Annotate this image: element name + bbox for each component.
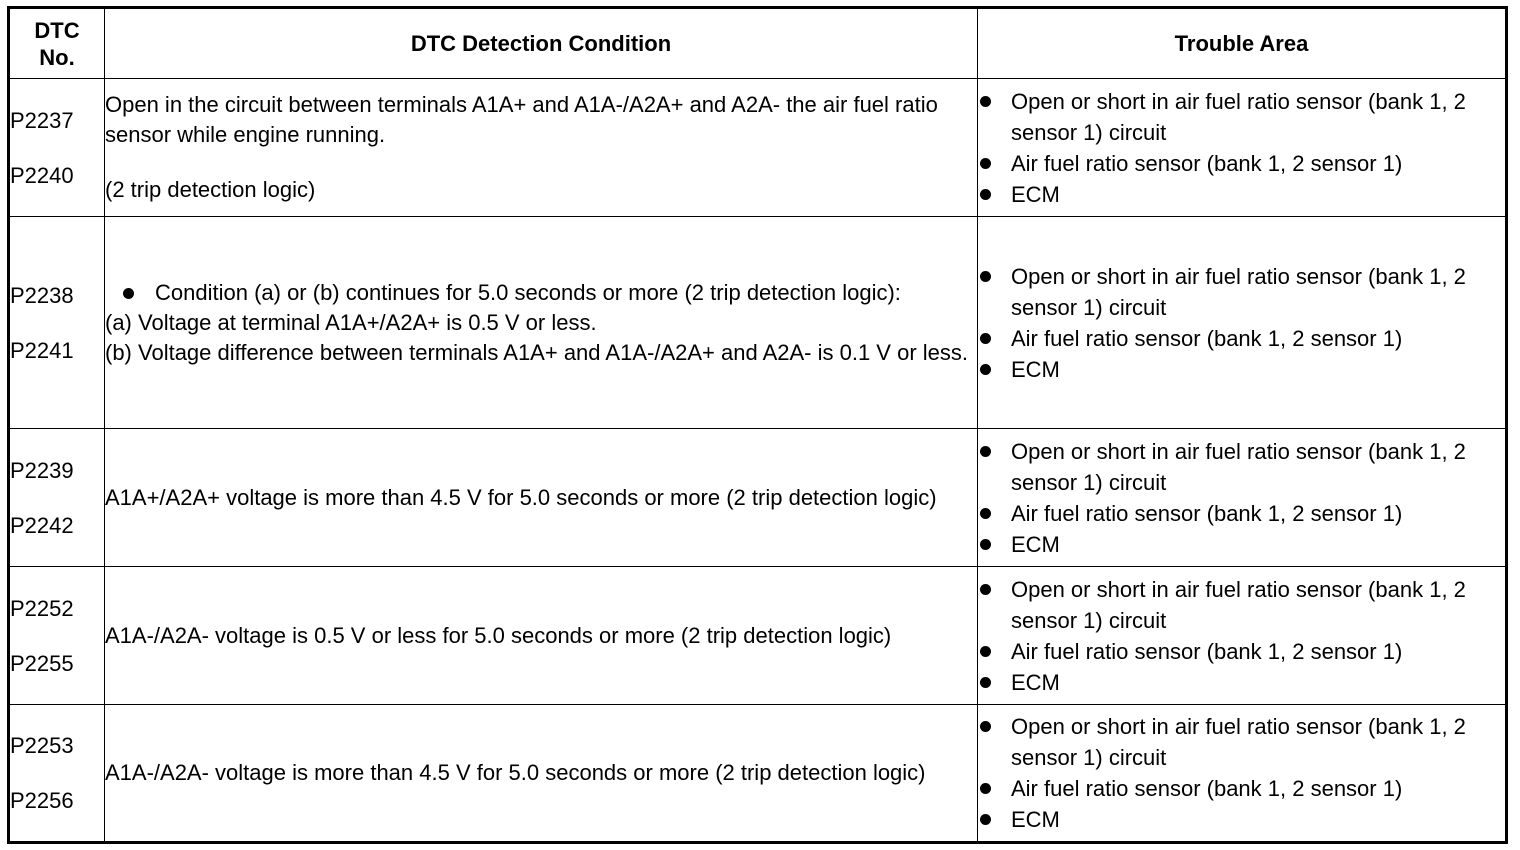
condition-text: Open in the circuit between terminals A1A+ and A1A-/A2A+ and A2A- the air fuel ratio sensor while engine running. (105, 92, 938, 147)
dtc-code: P2239 (10, 457, 74, 483)
list-item: Air fuel ratio sensor (bank 1, 2 sensor 1) (978, 323, 1505, 354)
trouble-area-cell (978, 217, 1507, 429)
trouble-area-list (978, 711, 1505, 835)
table-row (9, 217, 1507, 429)
header-dtc-line2: No. (39, 44, 75, 70)
dtc-codes-cell (9, 705, 105, 843)
table-row (9, 567, 1507, 705)
list-item: ECM (978, 354, 1505, 385)
dtc-codes-cell (9, 567, 105, 705)
condition-cell (105, 79, 978, 217)
list-item: ECM (978, 529, 1505, 560)
trouble-area-cell (978, 705, 1507, 843)
header-row (9, 8, 1507, 79)
header-condition: DTC Detection Condition (105, 8, 978, 79)
trouble-area-list (978, 261, 1505, 385)
condition-note: (2 trip detection logic) (105, 177, 316, 202)
dtc-codes-cell (9, 429, 105, 567)
list-item: ECM (978, 804, 1505, 835)
list-item: ECM (978, 667, 1505, 698)
list-item: ECM (978, 179, 1505, 210)
dtc-code: P2241 (10, 337, 74, 363)
condition-cell (105, 567, 978, 705)
list-item: Air fuel ratio sensor (bank 1, 2 sensor 1) (978, 636, 1505, 667)
table-row (9, 79, 1507, 217)
dtc-code: P2256 (10, 788, 74, 813)
trouble-area-list (978, 86, 1505, 210)
table-row (9, 705, 1507, 843)
condition-cell (105, 429, 978, 567)
condition-cell (105, 217, 978, 429)
dtc-code: P2237 (10, 107, 74, 133)
dtc-codes-cell (9, 79, 105, 217)
list-item: Open or short in air fuel ratio sensor (bank 1, 2 sensor 1) circuit (978, 711, 1505, 773)
list-item: Open or short in air fuel ratio sensor (bank 1, 2 sensor 1) circuit (978, 436, 1505, 498)
header-trouble-area: Trouble Area (978, 8, 1507, 79)
list-item: Open or short in air fuel ratio sensor (bank 1, 2 sensor 1) circuit (978, 86, 1505, 148)
condition-a: (a) Voltage at terminal A1A+/A2A+ is 0.5 V or less. (105, 309, 597, 335)
trouble-area-cell (978, 429, 1507, 567)
condition-list (121, 278, 977, 308)
dtc-codes-cell (9, 217, 105, 429)
list-item: Air fuel ratio sensor (bank 1, 2 sensor 1) (978, 498, 1505, 529)
table-row (9, 429, 1507, 567)
condition-b: (b) Voltage difference between terminals A1A+ and A1A-/A2A+ and A2A- is 0.1 V or less. (105, 339, 969, 365)
condition-text: A1A-/A2A- voltage is 0.5 V or less for 5.0 seconds or more (2 trip detection logic) (105, 622, 892, 648)
trouble-area-list (978, 574, 1505, 698)
dtc-code: P2255 (10, 650, 74, 676)
list-item: Condition (a) or (b) continues for 5.0 seconds or more (2 trip detection logic): (121, 278, 977, 308)
trouble-area-cell (978, 79, 1507, 217)
list-item: Air fuel ratio sensor (bank 1, 2 sensor 1) (978, 773, 1505, 804)
condition-text: A1A+/A2A+ voltage is more than 4.5 V for 5.0 seconds or more (2 trip detection logic) (105, 484, 937, 510)
dtc-code: P2252 (10, 595, 74, 621)
condition-cell (105, 705, 978, 843)
trouble-area-cell (978, 567, 1507, 705)
condition-text: A1A-/A2A- voltage is more than 4.5 V for 5.0 seconds or more (2 trip detection logic) (105, 760, 926, 785)
dtc-code: P2253 (10, 733, 74, 758)
header-dtc-line1: DTC (34, 17, 80, 43)
trouble-area-list (978, 436, 1505, 560)
dtc-code: P2238 (10, 282, 74, 308)
dtc-code: P2240 (10, 162, 74, 188)
dtc-table (7, 6, 1508, 844)
list-item: Open or short in air fuel ratio sensor (bank 1, 2 sensor 1) circuit (978, 574, 1505, 636)
header-dtc-no (9, 8, 105, 79)
dtc-code: P2242 (10, 512, 74, 538)
list-item: Air fuel ratio sensor (bank 1, 2 sensor 1) (978, 148, 1505, 179)
list-item: Open or short in air fuel ratio sensor (bank 1, 2 sensor 1) circuit (978, 261, 1505, 323)
